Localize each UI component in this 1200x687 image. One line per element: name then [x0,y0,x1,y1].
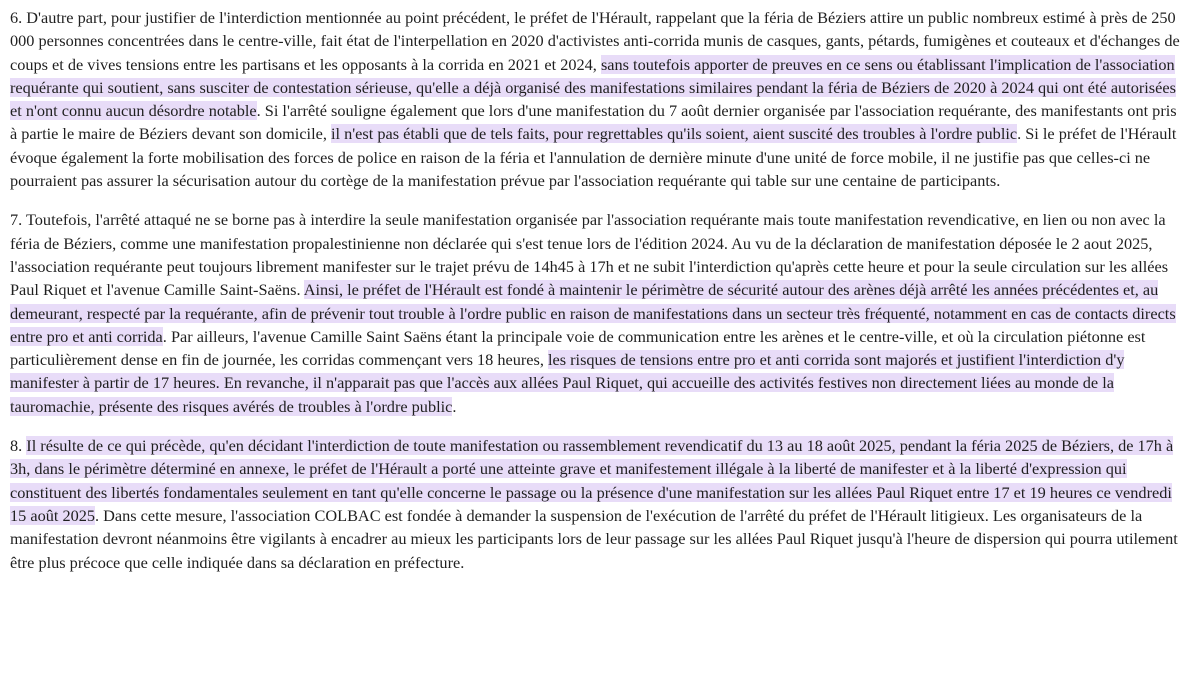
text-segment: . Si le préfet de l'Hérault évoque également la forte mobilisation des forces de police en raison de la féria et l'annulation de dernière minute d'une unité de force mobile, il ne justifie pas que celles-ci ne pourraient pas assurer la sécurisation autour du cortège de la manifestation prévue par l'association requérante qui table sur une centaine de participants. [10,124,1177,191]
text-segment: 7. Toutefois, l'arrêté attaqué ne se borne pas à interdire la seule manifestation organisée par l'association requérante mais toute manifestation revendicative, en lien ou non avec la féria de Béziers, comme une manifestation propalestinienne non déclarée qui s'est tenue lors de l'édition 2024. Au vu de la déclaration de manifestation déposée le 2 aout 2025, l'association requérante peut toujours librement manifester sur le trajet prévu de 14h45 à 17h et ne subit l'interdiction qu'après cette heure et pour la seule circulation sur les allées Paul Riquet et l'avenue Camille Saint-Saëns. [10,210,1169,300]
text-segment: . Par ailleurs, l'avenue Camille Saint Saëns étant la principale voie de communication entre les arènes et le centre-ville, et où la circulation piétonne est particulièrement dense en fin de journée, les corridas commençant vers 18 heures, [10,326,1146,370]
highlighted-text: il n'est pas établi que de tels faits, pour regrettables qu'ils soient, aient suscité des troubles à l'ordre public [330,124,1018,144]
highlighted-text: Il résulte de ce qui précède, qu'en décidant l'interdiction de toute manifestation ou rassemblement revendicatif du 13 au 18 août 2025, pendant la féria 2025 de Béziers, de 17h à 3h, dans le périmètre déterminé en annexe, le préfet de l'Hérault a porté une atteinte grave et manifestement illégale à la liberté de manifester et à la liberté d'expression qui constituent des libertés fondamentales seulement en tant qu'elle concerne le passage ou la présence d'une manifestation sur les allées Paul Riquet entre 17 et 19 heures ce vendredi 15 août 2025 [10,436,1174,525]
text-segment: 8. [10,436,27,456]
paragraph-7 [10,208,1186,418]
text-segment: 6. D'autre part, pour justifier de l'interdiction mentionnée au point précédent, le préfet de l'Hérault, rappelant que la féria de Béziers attire un public nombreux estimé à près de 250 000 personnes concentrées dans le centre-ville, fait état de l'interpellation en 2020 d'activistes anti-corrida munis de casques, gants, pétards, fumigènes et couteaux et d'échanges de coups et de vives tensions entre les partisans et les opposants à la corrida en 2021 et 2024, [10,8,1180,74]
text-segment: . Si l'arrêté souligne également que lors d'une manifestation du 7 août dernier organisée par l'association requérante, des manifestants ont pris à partie le maire de Béziers devant son domicile, [10,101,1177,144]
highlighted-text: Ainsi, le préfet de l'Hérault est fondé à maintenir le périmètre de sécurité autour des arènes déjà arrêté les années précédentes et, au demeurant, respecté par la requérante, afin de prévenir tout trouble à l'ordre public en raison de manifestations dans un secteur très fréquenté, notamment en cas de contacts directs entre pro et anti corrida [10,280,1176,346]
highlighted-text: sans toutefois apporter de preuves en ce sens ou établissant l'implication de l'association requérante qui soutient, sans susciter de contestation sérieuse, qu'elle a déjà organisé des manifestations similaires pendant la féria de Béziers de 2020 à 2024 qui ont été autorisées et n'ont connu aucun désordre notable [10,54,1176,121]
paragraph-8 [10,434,1186,574]
text-segment: . [452,396,457,416]
highlighted-text: les risques de tensions entre pro et anti corrida sont majorés et justifient l'interdiction d'y manifester à partir de 17 heures. En revanche, il n'apparait pas que l'accès aux allées Paul Riquet, qui accueille des activités festives non directement liées au monde de la tauromachie, présente des risques avérés de troubles à l'ordre public [10,350,1125,416]
paragraph-6 [10,6,1186,192]
text-segment: . Dans cette mesure, l'association COLBAC est fondée à demander la suspension de l'exécution de l'arrêté du préfet de l'Hérault litigieux. Les organisateurs de la manifestation devront néanmoins être vigilants à encadrer au mieux les participants lors de leur passage sur les allées Paul Riquet jusqu'à l'heure de dispersion qui pourra utilement être plus précoce que celle indiquée dans sa déclaration en préfecture. [10,505,1178,572]
